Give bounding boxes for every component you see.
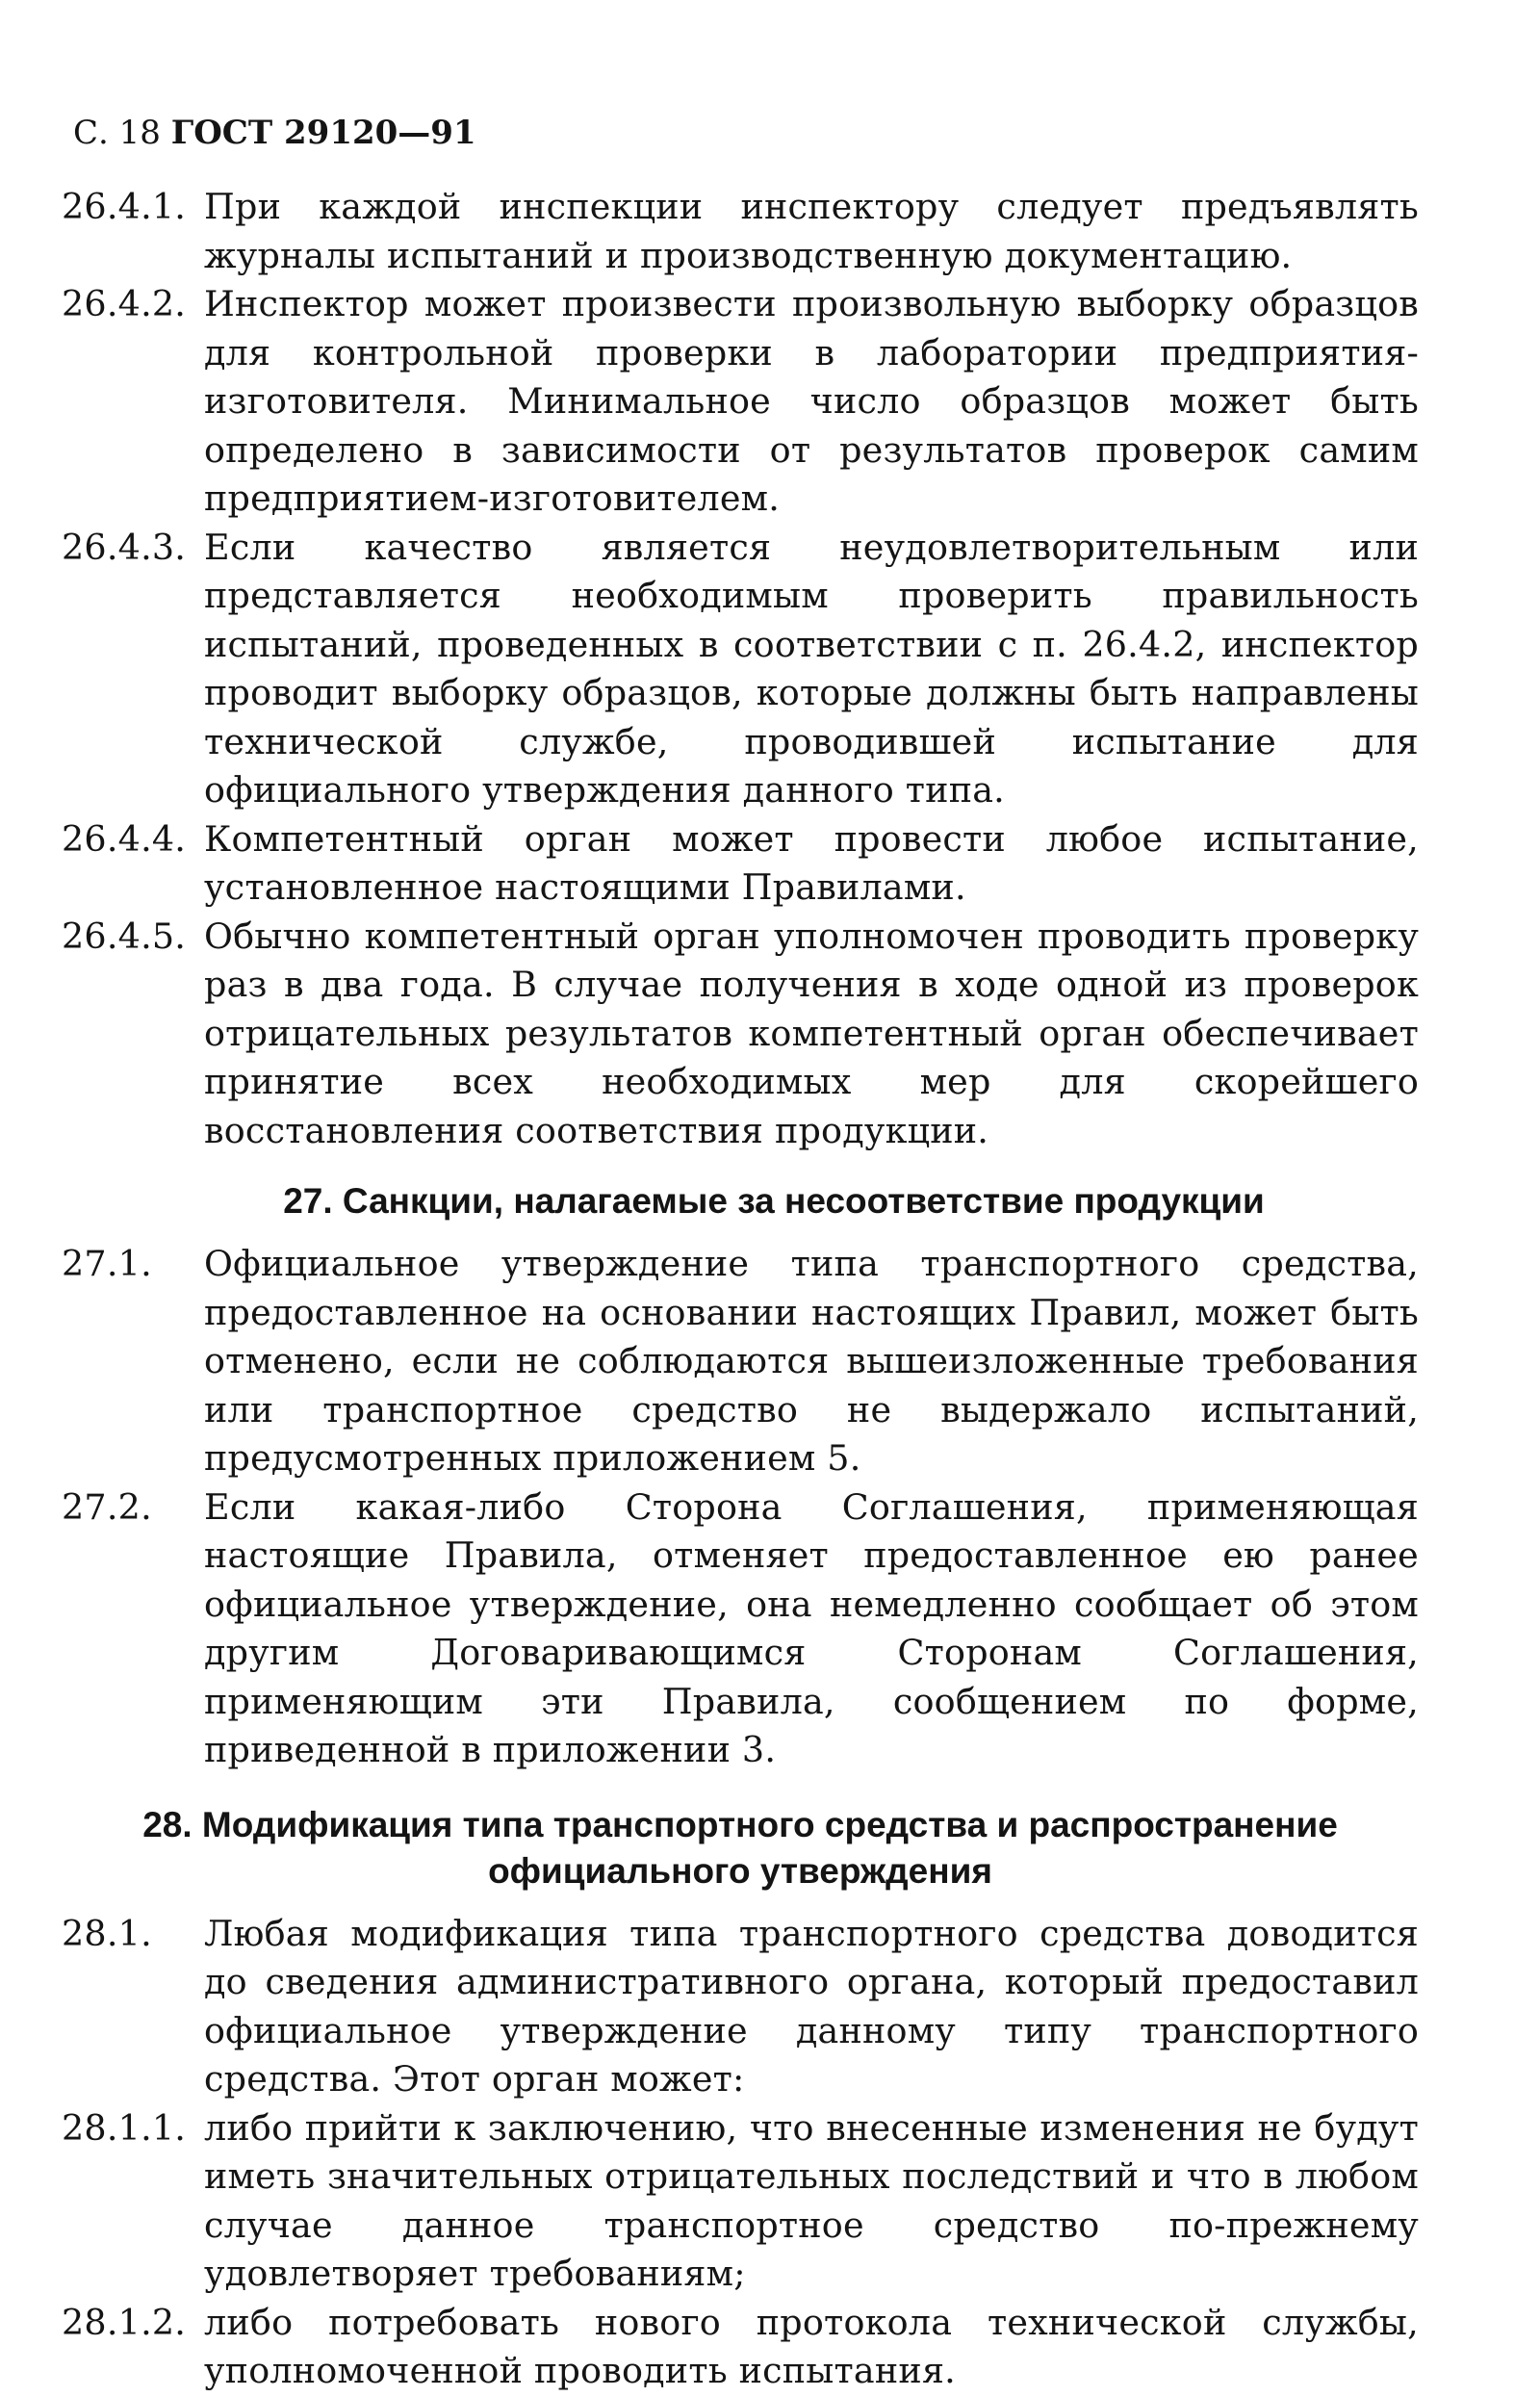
clause-text: Компетентный орган может провести любое испытание, установленное настоящими Правилами. bbox=[204, 817, 1419, 908]
section-27-heading: 27. Санкции, налагаемые за несоответствие продукции bbox=[283, 1181, 1265, 1221]
clause-26-4-4 bbox=[62, 815, 1419, 913]
clause-number: 26.4.5. bbox=[62, 915, 187, 957]
clause-number: 26.4.4. bbox=[62, 817, 187, 860]
clause-number: 28.1.2. bbox=[62, 2301, 187, 2343]
clause-text: Если качество является неудовлетворительным или представляется необходимым проверить правильность испытаний, проведенных в соответствии с п. 26.4.2, инспектор проводит выборку образцов, которые должны быть направлены технической службе, проводившей испытание для официального утверждения данного типа. bbox=[204, 526, 1419, 811]
clause-text: Инспектор может произвести произвольную выборку образцов для контрольной проверки в лаборатории предприятия-изготовителя. Минимальное число образцов может быть определено в зависимости от результатов проверок самим предприятием-изготовителем. bbox=[204, 283, 1419, 519]
clause-26-4-5 bbox=[62, 913, 1419, 1156]
clause-26-4-3 bbox=[62, 524, 1419, 815]
document-body bbox=[62, 183, 1419, 2396]
clause-27-2 bbox=[62, 1483, 1419, 1775]
clause-text: либо потребовать нового протокола технической службы, уполномоченной проводить испытания. bbox=[204, 2301, 1419, 2391]
clause-text: При каждой инспекции инспектору следует предъявлять журналы испытаний и производственную документацию. bbox=[204, 186, 1419, 276]
clause-text: Обычно компетентный орган уполномочен проводить проверку раз в два года. В случае получения в ходе одной из проверок отрицательных результатов компетентный орган обеспечивает принятие всех необходимых мер для скорейшего восстановления соответствия продукции. bbox=[204, 915, 1419, 1151]
clause-28-1-1 bbox=[62, 2104, 1419, 2299]
clause-number: 27.2. bbox=[62, 1485, 152, 1528]
clause-number: 26.4.2. bbox=[62, 283, 187, 324]
section-28-heading-line-1: 28. Модификация типа транспортного средства и распространение bbox=[142, 1804, 1338, 1844]
section-28-heading-line-2: официального утверждения bbox=[488, 1850, 992, 1891]
section-28-heading bbox=[62, 1802, 1419, 1894]
clause-28-1-2 bbox=[62, 2299, 1419, 2396]
clause-28-1 bbox=[62, 1910, 1419, 2104]
clause-number: 27.1. bbox=[62, 1243, 152, 1284]
clause-text: Официальное утверждение типа транспортного средства, предоставленное на основании настоящих Правил, может быть отменено, если не соблюдаются вышеизложенные требования или транспортное средство не выдержало испытаний, предусмотренных приложением 5. bbox=[204, 1243, 1419, 1479]
clause-26-4-1 bbox=[62, 183, 1419, 280]
clause-text: либо прийти к заключению, что внесенные изменения не будут иметь значительных отрицательных последствий и что в любом случае данное транспортное средство по-прежнему удовлетворяет требованиям; bbox=[204, 2106, 1419, 2294]
page-header bbox=[73, 114, 476, 152]
clause-26-4-2 bbox=[62, 280, 1419, 524]
page-number: С. 18 bbox=[73, 114, 161, 152]
clause-text: Любая модификация типа транспортного средства доводится до сведения административного органа, который предоставил официальное утверждение данному типу транспортного средства. Этот орган может: bbox=[204, 1912, 1419, 2100]
clause-number: 28.1.1. bbox=[62, 2106, 187, 2149]
clause-number: 28.1. bbox=[62, 1912, 152, 1954]
clause-27-1 bbox=[62, 1240, 1419, 1483]
clause-number: 26.4.3. bbox=[62, 526, 187, 568]
clause-text: Если какая-либо Сторона Соглашения, применяющая настоящие Правила, отменяет предоставленное ею ранее официальное утверждение, она немедленно сообщает об этом другим Договаривающимся Сторонам Соглашения, применяющим эти Правила, сообщением по форме, приведенной в приложении 3. bbox=[204, 1485, 1419, 1770]
clause-number: 26.4.1. bbox=[62, 186, 187, 227]
standard-designation: ГОСТ 29120—91 bbox=[170, 114, 476, 152]
